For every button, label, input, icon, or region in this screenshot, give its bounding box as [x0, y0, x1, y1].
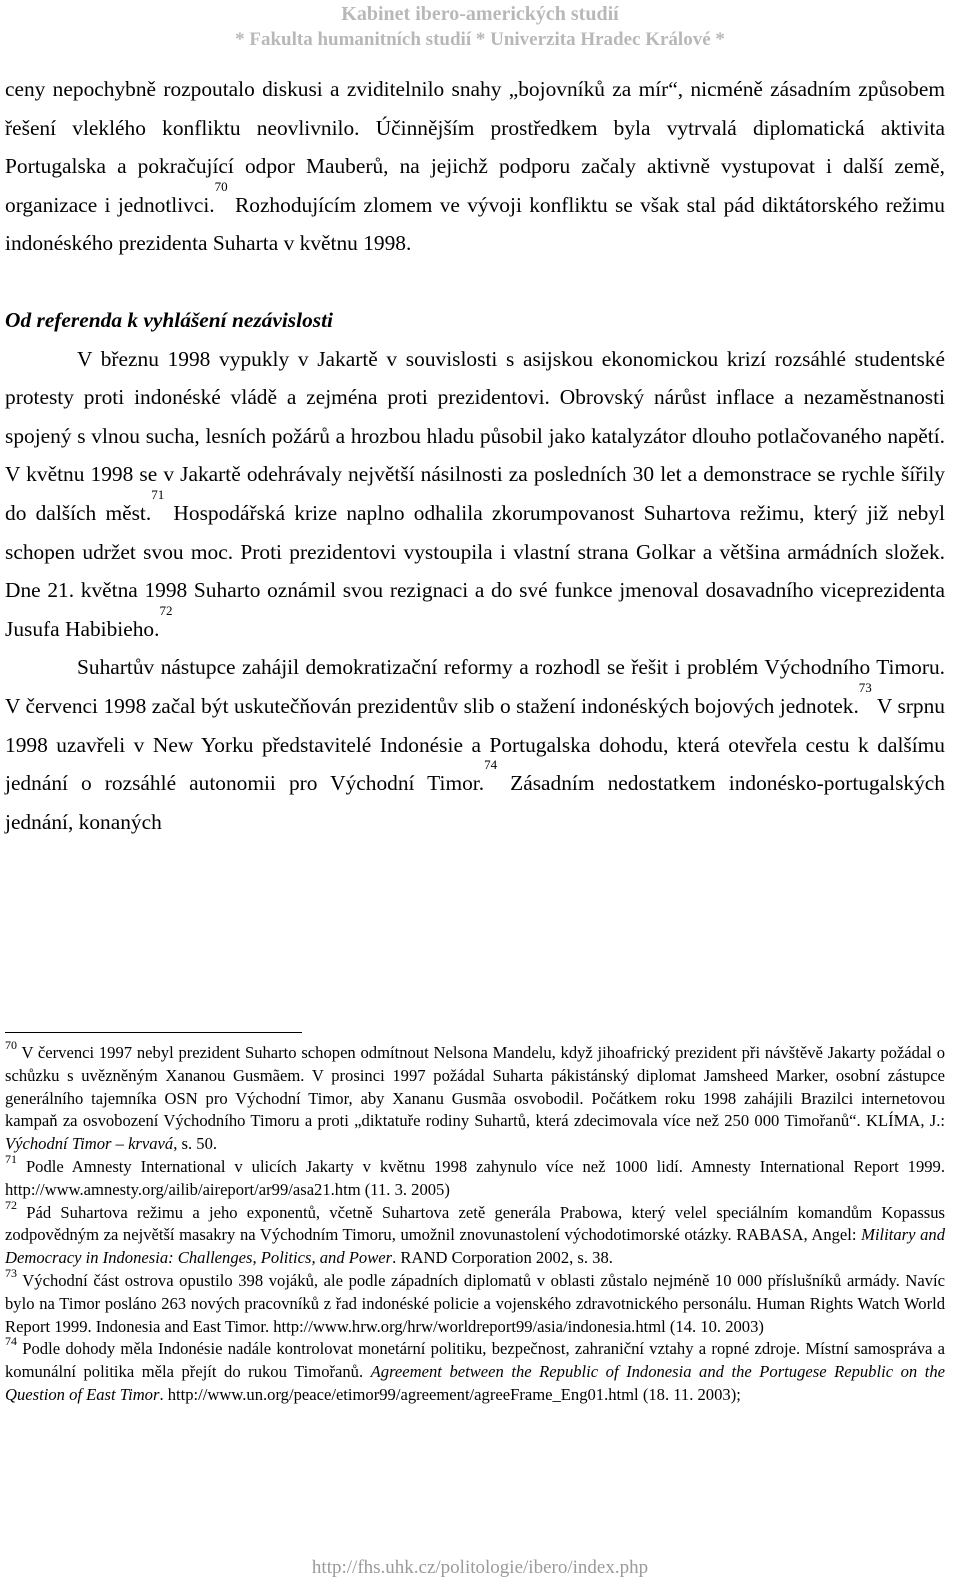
- section-heading: Od referenda k vyhlášení nezávislosti: [5, 307, 333, 332]
- paragraph-1-text-b: Rozhodujícím zlomem ve vývoji konfliktu se však stal pád diktátorského režimu indonéského prezidenta Suharta v květnu 1998.: [5, 192, 945, 256]
- paragraph-2-text-a: V březnu 1998 vypukly v Jakartě v souvislosti s asijskou ekonomickou krizí rozsáhlé studentské protesty proti indonéské vládě a zejména proti prezidentovi. Obrovský nárůst inflace a nezaměstnanosti spojený s vlnou sucha, lesních požárů a hrozbou hladu působil jako katalyzátor dlouho potlačovaného napětí. V květnu 1998 se v Jakartě odehrávaly největší násilnosti za posledních 30 let a demonstrace se rychle šířily do dalších měst.: [5, 346, 945, 525]
- footnote-text: V červenci 1997 nebyl prezident Suharto schopen odmítnout Nelsona Mandelu, když jihoafrický prezident při návštěvě Jakarty požádal o schůzku s uvězněným Xananou Gusmãem. V prosinci 1997 požádal Suharta pákistánský diplomat Jamsheed Marker, osobní zástupce generálního tajemníka OSN pro Východní Timor, aby Xananu Gusmãa osvobodil. Počátkem roku 1998 zahájili Brazilci internetovou kampaň za osvobození Východního Timoru a proti „diktatuře rodiny Suhartů, která zdecimovala více než 250 000 Timořanů“. KLÍMA, J.:: [5, 1043, 945, 1131]
- footnote-72: [5, 1197, 945, 1270]
- paragraph-3-text-c: Zásadním nedostatkem indonésko-portugalských jednání, konaných: [5, 771, 945, 834]
- footnote-ref-71[interactable]: 71: [151, 486, 165, 502]
- footnote-number: 72: [5, 1197, 17, 1212]
- footnote-ref-73[interactable]: 73: [858, 679, 872, 695]
- paragraph-3-text-a: Suhartův nástupce zahájil demokratizační reformy a rozhodl se řešit i problém Východního Timoru. V červenci 1998 začal být uskutečňován prezidentův slib o stažení indonéských bojových jednotek.: [5, 655, 945, 718]
- page-header: [0, 2, 960, 52]
- footnote-ref-72[interactable]: 72: [159, 602, 173, 618]
- footnote-title: Military and Democracy in Indonesia: Challenges, Politics, and Power: [5, 1225, 945, 1268]
- footnote-text: Podle dohody měla Indonésie nadále kontrolovat monetární politiku, bezpečnost, zahraniční vztahy a ropné zdroje. Místní samospráva a komunální politika měla přejít do rukou Timořanů.: [5, 1339, 945, 1382]
- paragraph-1-text-a: ceny nepochybně rozpoutalo diskusi a zviditelnilo snahy „bojovníků za mír“, nicméně zásadním způsobem řešení vleklého konfliktu neovlivnilo. Účinnějším prostředkem byla vytrvalá diplomatická aktivita Portugalska a pokračující odpor Mauberů, na jejichž podporu začaly aktivně vystupovat i další země, organizace i jednotlivci.: [5, 77, 945, 217]
- footnote-text: Pád Suhartova režimu a jeho exponentů, včetně Suhartova zetě generála Prabowa, který velel speciálním komandům Kopassus zodpovědným za největší masakry na Východním Timoru, umožnil znovunastolení východotimorské otázky. RABASA, Angel:: [5, 1202, 945, 1245]
- header-institute: Kabinet ibero-amerických studií: [341, 3, 619, 25]
- footnote-text: Východní část ostrova opustilo 398 vojáků, ale podle západních diplomatů v oblasti zůstalo nejméně 10 000 příslušníků armády. Navíc bylo na Timor posláno 263 nových pracovníků z řad indonéské policie a vojenského zdravotnického personálu. Human Rights Watch World Report 1999. Indonesia and East Timor. http://www.hrw.org/hrw/worldreport99/asia/indonesia.html (14. 10. 2003): [5, 1270, 945, 1336]
- footnote-title: Východní Timor – krvavá: [5, 1134, 174, 1154]
- footnote-71: [5, 1151, 945, 1202]
- paragraph-2-text-b: Hospodářská krize naplno odhalila zkorumpovanost Suhartova režimu, který již nebyl schopen udržet svou moc. Proti prezidentovi vystoupila i vlastní strana Golkar a většina armádních složek. Dne 21. května 1998 Suharto oznámil svou rezignaci a do své funkce jmenoval dosavadního viceprezidenta Jusufa Habibieho.: [5, 500, 945, 641]
- footnote-title: Agreement between the Republic of Indonesia and the Portugese Republic on the Question of East Timor: [5, 1362, 945, 1404]
- footnote-tail: , s. 50.: [173, 1134, 218, 1154]
- paragraph-3-text-b: V srpnu 1998 uzavřeli v New Yorku představitelé Indonésie a Portugalska dohodu, která otevřela cestu k dalšímu jednání o rozsáhlé autonomii pro Východní Timor.: [5, 693, 945, 796]
- footer-url[interactable]: http://fhs.uhk.cz/politologie/ibero/index.php: [311, 1557, 649, 1578]
- header-faculty: * Fakulta humanitních studií * Univerzita Hradec Králové *: [235, 29, 725, 50]
- footnote-number: 73: [5, 1265, 17, 1280]
- footnote-73: [5, 1265, 945, 1338]
- footnote-70: [5, 1038, 945, 1156]
- footnote-ref-70[interactable]: 70: [214, 178, 228, 194]
- footnote-74: [5, 1334, 945, 1406]
- paragraph-1: [5, 70, 945, 263]
- footnote-tail: . RAND Corporation 2002, s. 38.: [392, 1248, 613, 1268]
- spacer: [5, 263, 945, 301]
- footnote-number: 71: [5, 1151, 17, 1166]
- footnote-tail: . http://www.un.org/peace/etimor99/agreement/agreeFrame_Eng01.html (18. 11. 2003);: [159, 1384, 741, 1404]
- footnote-text: Podle Amnesty International v ulicích Jakarty v květnu 1998 zahynulo více než 1000 lidí. Amnesty International Report 1999. http://www.amnesty.org/ailib/aireport/ar99/asa21.htm (11. 3. 2005): [5, 1156, 945, 1199]
- footnote-ref-74[interactable]: 74: [484, 757, 498, 773]
- footnote-number: 74: [5, 1334, 17, 1349]
- paragraph-2: [5, 340, 945, 649]
- main-text: [5, 70, 945, 841]
- footnote-separator: [5, 1032, 302, 1033]
- footnote-number: 70: [5, 1038, 17, 1052]
- footnotes: [5, 1038, 945, 1407]
- paragraph-3: [5, 648, 945, 841]
